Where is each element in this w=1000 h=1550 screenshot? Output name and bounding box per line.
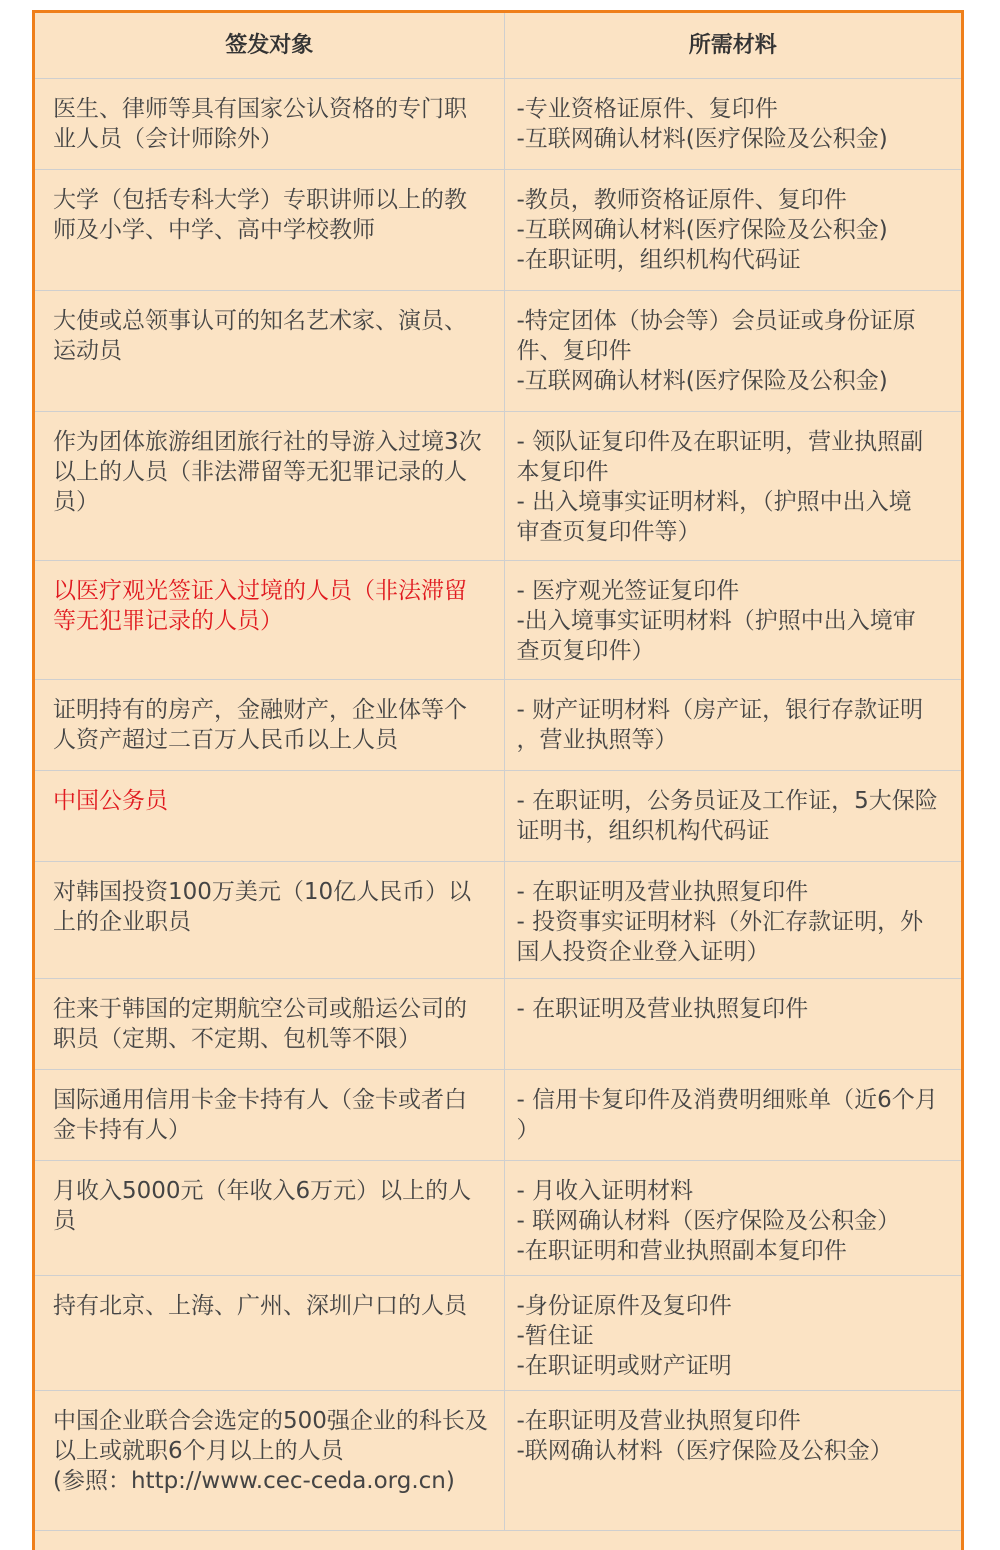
issue-target-cell-line: 作为团体旅游组团旅行社的导游入过境3次: [53, 429, 482, 455]
required-materials-cell-line: - 联网确认材料（医疗保险及公积金）: [516, 1208, 901, 1234]
issue-target-cell: [35, 680, 504, 771]
required-materials-cell-line: -身份证原件及复印件: [516, 1293, 732, 1319]
required-materials-cell-line: -互联网确认材料(医疗保险及公积金): [516, 368, 888, 394]
issue-target-cell-line: 员）: [53, 489, 99, 515]
issue-target-cell-line: 职员（定期、不定期、包机等不限）: [53, 1026, 421, 1052]
required-materials-cell: [504, 291, 961, 412]
table-row: [35, 680, 961, 771]
issue-target-cell: [35, 170, 504, 291]
required-materials-cell-line: -在职证明，组织机构代码证: [516, 247, 801, 273]
table-row: [35, 1070, 961, 1161]
required-materials-cell: [504, 1161, 961, 1276]
issue-target-cell-line: 人资产超过二百万人民币以上人员: [53, 727, 398, 753]
required-materials-cell: [504, 862, 961, 979]
table-row: [35, 979, 961, 1070]
table-row: [35, 1161, 961, 1276]
issue-target-cell-line: 往来于韩国的定期航空公司或船运公司的: [53, 996, 467, 1022]
issue-target-cell-line: 金卡持有人）: [53, 1117, 191, 1143]
issue-target-cell: [35, 1391, 504, 1531]
issue-target-cell: [35, 291, 504, 412]
required-materials-cell: [504, 771, 961, 862]
required-materials-cell-line: -互联网确认材料(医疗保险及公积金): [516, 126, 888, 152]
header-issue-target: 签发对象: [35, 13, 504, 79]
issue-target-cell-line: 业人员（会计师除外）: [53, 126, 283, 152]
required-materials-cell: [504, 680, 961, 771]
issue-target-cell-line: 等无犯罪记录的人员）: [53, 608, 283, 634]
required-materials-cell-line: -暂住证: [516, 1323, 594, 1349]
required-materials-cell-line: 本复印件: [516, 459, 609, 485]
table-body: [35, 79, 961, 1531]
required-materials-cell: [504, 1276, 961, 1391]
required-materials-cell-line: - 领队证复印件及在职证明，营业执照副: [516, 429, 924, 455]
required-materials-cell-line: 审查页复印件等）: [516, 519, 701, 545]
table-row: [35, 170, 961, 291]
required-materials-cell-line: - 在职证明，公务员证及工作证，5大保险: [516, 788, 938, 814]
issue-target-cell: [35, 1070, 504, 1161]
table-row: [35, 771, 961, 862]
issue-target-cell-line: 中国企业联合会选定的500强企业的科长及: [53, 1408, 488, 1434]
table-row: [35, 1276, 961, 1391]
issue-target-cell-line: 运动员: [53, 338, 122, 364]
required-materials-cell-line: - 财产证明材料（房产证，银行存款证明: [516, 697, 924, 723]
required-materials-cell: [504, 170, 961, 291]
issue-target-cell: [35, 1161, 504, 1276]
issue-target-cell-line: 持有北京、上海、广州、深圳户口的人员: [53, 1293, 467, 1319]
issue-target-cell-line: 月收入5000元（年收入6万元）以上的人: [53, 1178, 472, 1204]
required-materials-cell-line: - 在职证明及营业执照复印件: [516, 879, 809, 905]
issue-target-cell-line: 大使或总领事认可的知名艺术家、演员、: [53, 308, 467, 334]
table-row: [35, 412, 961, 561]
issue-target-cell-line: 以上的人员（非法滞留等无犯罪记录的人: [53, 459, 467, 485]
required-materials-cell-line: -在职证明和营业执照副本复印件: [516, 1238, 847, 1264]
requirements-table-frame: [32, 10, 964, 1550]
issue-target-cell: [35, 771, 504, 862]
required-materials-cell-line: -特定团体（协会等）会员证或身份证原: [516, 308, 916, 334]
required-materials-cell-line: -联网确认材料（医疗保险及公积金）: [516, 1438, 893, 1464]
required-materials-cell-line: -教员，教师资格证原件、复印件: [516, 187, 847, 213]
issue-target-cell-line: 师及小学、中学、高中学校教师: [53, 217, 375, 243]
requirements-table: [35, 13, 961, 1531]
header-required-materials: 所需材料: [504, 13, 961, 79]
table-row: [35, 1391, 961, 1531]
issue-target-cell-line: 以医疗观光签证入过境的人员（非法滞留: [53, 578, 467, 604]
issue-target-cell: [35, 412, 504, 561]
issue-target-cell: [35, 79, 504, 170]
issue-target-cell-line: 对韩国投资100万美元（10亿人民币）以: [53, 879, 472, 905]
required-materials-cell-line: - 投资事实证明材料（外汇存款证明，外: [516, 909, 924, 935]
required-materials-cell-line: 证明书，组织机构代码证: [516, 818, 770, 844]
required-materials-cell-line: 查页复印件）: [516, 638, 655, 664]
issue-target-cell-line: 员: [53, 1208, 76, 1234]
issue-target-cell: [35, 979, 504, 1070]
issue-target-cell: [35, 862, 504, 979]
table-row: [35, 561, 961, 680]
issue-target-cell: [35, 561, 504, 680]
required-materials-cell-line: ）: [516, 1117, 540, 1143]
issue-target-cell-line: 大学（包括专科大学）专职讲师以上的教: [53, 187, 467, 213]
required-materials-cell-line: - 月收入证明材料: [516, 1178, 694, 1204]
required-materials-cell-line: -在职证明及营业执照复印件: [516, 1408, 801, 1434]
table-row: [35, 79, 961, 170]
table-row: [35, 862, 961, 979]
required-materials-cell-line: -出入境事实证明材料（护照中出入境审: [516, 608, 916, 634]
required-materials-cell-line: -专业资格证原件、复印件: [516, 96, 778, 122]
issue-target-cell-line: (参照：http://www.cec-ceda.org.cn): [53, 1468, 455, 1494]
issue-target-cell-line: 中国公务员: [53, 788, 168, 814]
required-materials-cell: [504, 561, 961, 680]
required-materials-cell-line: - 信用卡复印件及消费明细账单（近6个月: [516, 1087, 938, 1113]
issue-target-cell-line: 国际通用信用卡金卡持有人（金卡或者白: [53, 1087, 467, 1113]
table-header-row: [35, 13, 961, 79]
required-materials-cell: [504, 979, 961, 1070]
required-materials-cell-line: 国人投资企业登入证明）: [516, 939, 770, 965]
issue-target-cell-line: 上的企业职员: [53, 909, 191, 935]
required-materials-cell: [504, 412, 961, 561]
issue-target-cell: [35, 1276, 504, 1391]
required-materials-cell: [504, 1391, 961, 1531]
required-materials-cell-line: -互联网确认材料(医疗保险及公积金): [516, 217, 888, 243]
required-materials-cell-line: - 医疗观光签证复印件: [516, 578, 740, 604]
required-materials-cell-line: 件、复印件: [516, 338, 632, 364]
required-materials-cell-line: - 在职证明及营业执照复印件: [516, 996, 809, 1022]
required-materials-cell: [504, 1070, 961, 1161]
required-materials-cell-line: -在职证明或财产证明: [516, 1353, 732, 1379]
required-materials-cell-line: ，营业执照等）: [516, 727, 678, 753]
required-materials-cell-line: - 出入境事实证明材料，（护照中出入境: [516, 489, 912, 515]
issue-target-cell-line: 医生、律师等具有国家公认资格的专门职: [53, 96, 467, 122]
issue-target-cell-line: 证明持有的房产，金融财产，企业体等个: [53, 697, 467, 723]
issue-target-cell-line: 以上或就职6个月以上的人员: [53, 1438, 344, 1464]
required-materials-cell: [504, 79, 961, 170]
table-row: [35, 291, 961, 412]
